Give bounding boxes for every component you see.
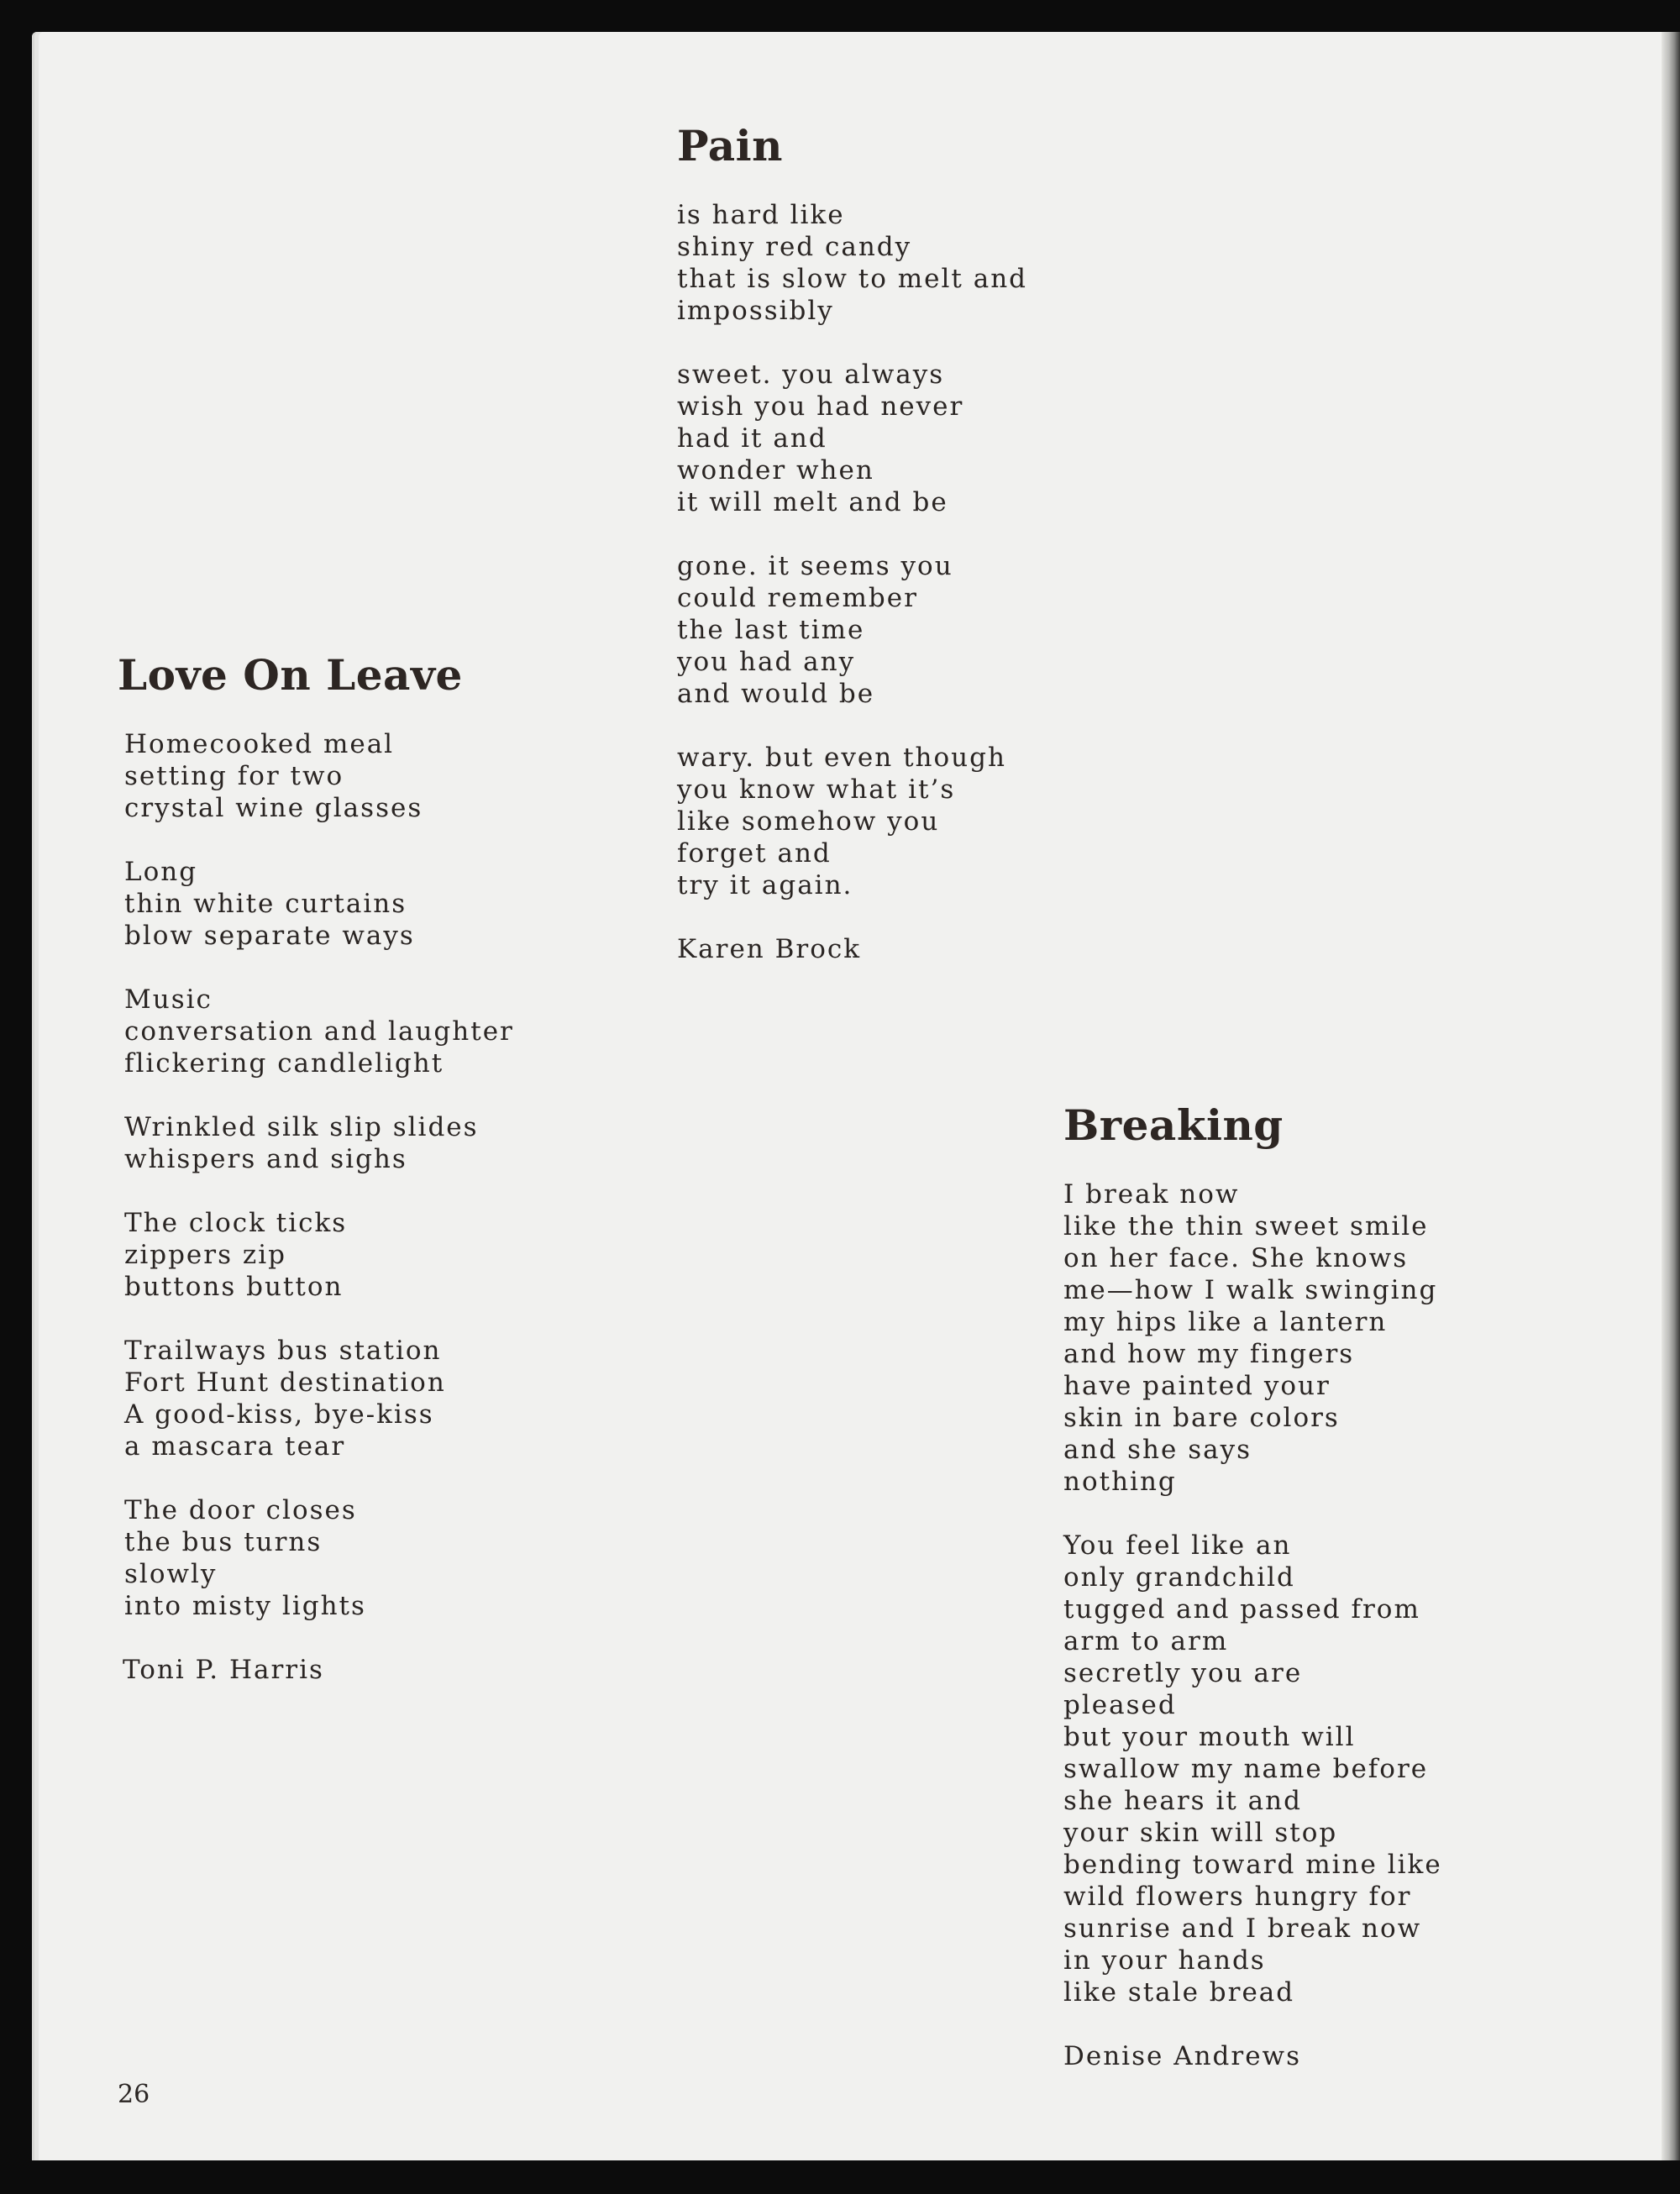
poem-line: slowly <box>124 1559 218 1589</box>
poem-line: setting for two <box>124 761 344 791</box>
poem-line: Wrinkled silk slip slides <box>124 1112 479 1142</box>
poem-line: into misty lights <box>124 1591 366 1621</box>
poem-line: me—how I walk swinging <box>1063 1275 1438 1305</box>
poem-author: Karen Brock <box>677 934 862 964</box>
poem-pain <box>677 123 1027 965</box>
poem-line: tugged and passed from <box>1063 1594 1420 1625</box>
poem-line: flickering candlelight <box>124 1048 444 1079</box>
poem-line: the last time <box>677 615 865 645</box>
poem-line: in your hands <box>1063 1945 1266 1976</box>
poem-stanza <box>124 1111 514 1175</box>
poem-line: bending toward mine like <box>1063 1850 1442 1880</box>
poem-line: is hard like <box>677 200 845 230</box>
poem-line: skin in bare colors <box>1063 1403 1340 1433</box>
poem-line: Music <box>124 984 213 1015</box>
poem-line: try it again. <box>677 870 853 900</box>
poem-line: and would be <box>677 679 875 709</box>
poem-line: and she says <box>1063 1435 1252 1465</box>
poem-line: buttons button <box>124 1272 344 1302</box>
poem-line: whispers and sighs <box>124 1144 407 1174</box>
poem-line: crystal wine glasses <box>124 793 423 823</box>
poem-line: but your mouth will <box>1063 1722 1356 1752</box>
poem-body <box>1063 1178 1442 2008</box>
poem-line: only grandchild <box>1063 1562 1295 1593</box>
poem-line: I break now <box>1063 1179 1240 1210</box>
poem-line: You feel like an <box>1063 1530 1292 1561</box>
poem-line: like the thin sweet smile <box>1063 1211 1429 1241</box>
poem-line: a mascara tear <box>124 1431 346 1462</box>
poem-line: impossibly <box>677 296 834 326</box>
poem-line: Homecooked meal <box>124 729 395 759</box>
poem-line: arm to arm <box>1063 1626 1229 1656</box>
poem-line: The door closes <box>124 1495 357 1525</box>
poem-stanza <box>124 856 514 952</box>
poem-stanza <box>677 199 1027 327</box>
poem-breaking <box>1063 1102 1442 2072</box>
poem-line: and how my fingers <box>1063 1339 1355 1369</box>
poem-line: sunrise and I break now <box>1063 1913 1422 1944</box>
poem-line: zippers zip <box>124 1240 286 1270</box>
poem-line: could remember <box>677 583 918 613</box>
poem-line: you know what it’s <box>677 774 956 805</box>
poem-body <box>677 199 1027 901</box>
page-edge-shadow <box>1662 32 1680 2160</box>
poem-author: Toni P. Harris <box>123 1655 324 1685</box>
poem-line: wild flowers hungry for <box>1063 1882 1412 1912</box>
poem-stanza <box>124 1494 514 1622</box>
poem-body <box>118 728 514 1622</box>
poem-line: gone. it seems you <box>677 551 953 581</box>
poem-line: Long <box>124 857 198 887</box>
poem-line: that is slow to melt and <box>677 264 1028 294</box>
poem-line: she hears it and <box>1063 1786 1302 1816</box>
poem-line: have painted your <box>1063 1371 1331 1401</box>
page-number: 26 <box>118 2080 150 2109</box>
poem-line: blow separate ways <box>124 921 415 951</box>
poem-line: like stale bread <box>1063 1977 1295 2008</box>
poem-line: forget and <box>677 838 832 869</box>
poem-line: the bus turns <box>124 1527 323 1557</box>
poem-title: Love On Leave <box>118 650 463 700</box>
poem-line: swallow my name before <box>1063 1754 1429 1784</box>
poem-stanza <box>124 728 514 824</box>
poem-line: wary. but even though <box>677 743 1006 773</box>
poem-line: The clock ticks <box>124 1208 348 1238</box>
poem-line: nothing <box>1063 1467 1177 1497</box>
poem-line: Fort Hunt destination <box>124 1367 446 1398</box>
poem-stanza <box>1063 1178 1442 1498</box>
poem-line: it will melt and be <box>677 487 948 517</box>
poem-line: Trailways bus station <box>124 1336 442 1366</box>
poem-line: conversation and laughter <box>124 1016 514 1047</box>
poem-stanza <box>124 1207 514 1303</box>
poem-love-on-leave <box>118 652 514 1686</box>
poem-stanza <box>677 359 1027 518</box>
poem-stanza <box>677 742 1027 901</box>
poem-line: pleased <box>1063 1690 1177 1720</box>
poem-line: like somehow you <box>677 806 940 837</box>
poem-stanza <box>1063 1530 1442 2008</box>
poem-line: on her face. She knows <box>1063 1243 1409 1273</box>
poem-line: A good-kiss, bye-kiss <box>124 1399 434 1430</box>
poem-line: you had any <box>677 647 856 677</box>
poem-line: shiny red candy <box>677 232 912 262</box>
poem-line: wonder when <box>677 455 874 486</box>
poem-stanza <box>677 550 1027 710</box>
poem-line: your skin will stop <box>1063 1818 1338 1848</box>
poem-line: had it and <box>677 423 827 454</box>
poem-title: Breaking <box>1063 1100 1284 1150</box>
poem-title: Pain <box>677 121 783 171</box>
poem-line: my hips like a lantern <box>1063 1307 1388 1337</box>
poem-line: sweet. you always <box>677 360 945 390</box>
poem-author: Denise Andrews <box>1063 2041 1301 2071</box>
poem-line: thin white curtains <box>124 889 407 919</box>
poem-line: wish you had never <box>677 391 964 422</box>
poem-line: secretly you are <box>1063 1658 1303 1688</box>
poem-stanza <box>124 984 514 1079</box>
poem-stanza <box>124 1335 514 1462</box>
